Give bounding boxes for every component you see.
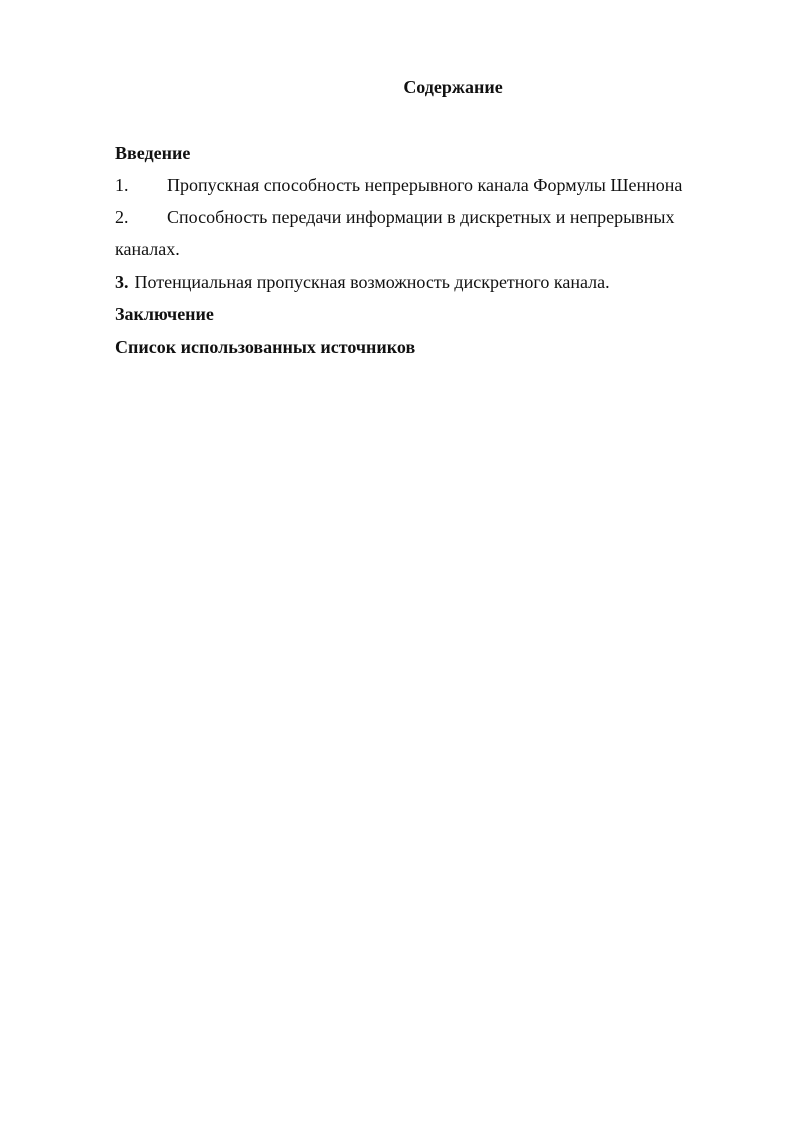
- toc-item-1: [115, 174, 682, 196]
- toc-item-1-text: Пропускная способность непрерывного канала Формулы Шеннона: [167, 175, 683, 195]
- toc-item-2: [115, 206, 674, 228]
- toc-item-1-number: 1.: [115, 175, 129, 195]
- toc-item-2-text: Способность передачи информации в дискретных и непрерывных: [167, 207, 675, 227]
- toc-introduction: Введение: [115, 143, 191, 163]
- toc-item-3: [115, 271, 610, 293]
- toc-item-2-continuation: каналах.: [115, 239, 180, 259]
- toc-item-3-text: Потенциальная пропускная возможность дискретного канала.: [134, 272, 610, 292]
- toc-references: Список использованных источников: [115, 337, 416, 357]
- title-area: [0, 0, 800, 120]
- toc-conclusion: Заключение: [115, 304, 214, 324]
- page-title: Содержание: [403, 77, 503, 97]
- toc-item-3-number: 3.: [115, 272, 129, 292]
- toc-item-2-number: 2.: [115, 207, 129, 227]
